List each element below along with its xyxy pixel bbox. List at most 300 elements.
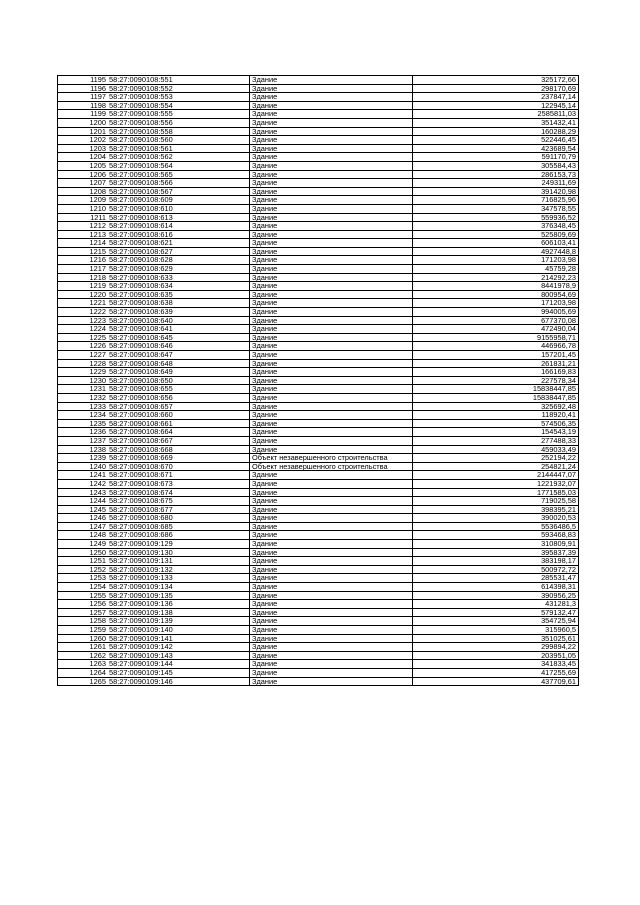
cadastral-value-cell: 525809,69 xyxy=(413,230,579,239)
cadastral-value-cell: 677370,08 xyxy=(413,316,579,325)
cadastral-value-cell: 261831,21 xyxy=(413,359,579,368)
object-type-cell: Здание xyxy=(250,548,413,557)
table-row xyxy=(58,565,579,574)
object-type-cell: Здание xyxy=(250,660,413,669)
cadastral-number-cell: 58:27:0090108:680 xyxy=(108,514,250,523)
cadastral-value-cell: 171203,98 xyxy=(413,256,579,265)
row-number-cell: 1245 xyxy=(58,505,109,514)
cadastral-number-cell: 58:27:0090108:670 xyxy=(108,462,250,471)
row-number-cell: 1257 xyxy=(58,608,109,617)
cadastral-number-cell: 58:27:0090108:552 xyxy=(108,84,250,93)
table-row xyxy=(58,514,579,523)
table-row xyxy=(58,110,579,119)
row-number-cell: 1232 xyxy=(58,393,109,402)
table-row xyxy=(58,299,579,308)
cadastral-number-cell: 58:27:0090108:648 xyxy=(108,359,250,368)
cadastral-table xyxy=(57,75,579,686)
row-number-cell: 1264 xyxy=(58,668,109,677)
object-type-cell: Здание xyxy=(250,677,413,686)
cadastral-number-cell: 58:27:0090108:686 xyxy=(108,531,250,540)
table-row xyxy=(58,643,579,652)
cadastral-number-cell: 58:27:0090108:635 xyxy=(108,290,250,299)
table-row xyxy=(58,583,579,592)
row-number-cell: 1238 xyxy=(58,445,109,454)
cadastral-number-cell: 58:27:0090108:555 xyxy=(108,110,250,119)
row-number-cell: 1231 xyxy=(58,385,109,394)
object-type-cell: Здание xyxy=(250,222,413,231)
object-type-cell: Здание xyxy=(250,368,413,377)
cadastral-value-cell: 160288,29 xyxy=(413,127,579,136)
cadastral-value-cell: 591170,79 xyxy=(413,153,579,162)
cadastral-number-cell: 58:27:0090108:647 xyxy=(108,351,250,360)
cadastral-value-cell: 351432,41 xyxy=(413,118,579,127)
row-number-cell: 1225 xyxy=(58,333,109,342)
table-row xyxy=(58,308,579,317)
row-number-cell: 1197 xyxy=(58,93,109,102)
row-number-cell: 1258 xyxy=(58,617,109,626)
object-type-cell: Здание xyxy=(250,385,413,394)
row-number-cell: 1216 xyxy=(58,256,109,265)
row-number-cell: 1205 xyxy=(58,161,109,170)
row-number-cell: 1249 xyxy=(58,540,109,549)
object-type-cell: Здание xyxy=(250,170,413,179)
cadastral-value-cell: 171203,98 xyxy=(413,299,579,308)
cadastral-value-cell: 285531,47 xyxy=(413,574,579,583)
table-row xyxy=(58,660,579,669)
cadastral-value-cell: 341833,45 xyxy=(413,660,579,669)
cadastral-value-cell: 417255,69 xyxy=(413,668,579,677)
object-type-cell: Здание xyxy=(250,393,413,402)
row-number-cell: 1237 xyxy=(58,436,109,445)
row-number-cell: 1212 xyxy=(58,222,109,231)
cadastral-value-cell: 423689,54 xyxy=(413,144,579,153)
table-row xyxy=(58,359,579,368)
table-row xyxy=(58,239,579,248)
object-type-cell: Здание xyxy=(250,84,413,93)
row-number-cell: 1259 xyxy=(58,626,109,635)
cadastral-value-cell: 716825,96 xyxy=(413,196,579,205)
table-row xyxy=(58,634,579,643)
table-row xyxy=(58,161,579,170)
table-row xyxy=(58,196,579,205)
table-row xyxy=(58,265,579,274)
cadastral-number-cell: 58:27:0090108:629 xyxy=(108,265,250,274)
cadastral-value-cell: 354725,94 xyxy=(413,617,579,626)
table-row xyxy=(58,385,579,394)
cadastral-value-cell: 15838447,85 xyxy=(413,393,579,402)
cadastral-value-cell: 472490,04 xyxy=(413,325,579,334)
object-type-cell: Здание xyxy=(250,179,413,188)
cadastral-value-cell: 214292,23 xyxy=(413,273,579,282)
row-number-cell: 1230 xyxy=(58,376,109,385)
object-type-cell: Здание xyxy=(250,351,413,360)
object-type-cell: Здание xyxy=(250,299,413,308)
cadastral-value-cell: 4927448,8 xyxy=(413,247,579,256)
cadastral-value-cell: 719025,58 xyxy=(413,497,579,506)
cadastral-value-cell: 579132,47 xyxy=(413,608,579,617)
cadastral-number-cell: 58:27:0090109:129 xyxy=(108,540,250,549)
cadastral-number-cell: 58:27:0090108:646 xyxy=(108,342,250,351)
table-row xyxy=(58,402,579,411)
table-row xyxy=(58,574,579,583)
cadastral-value-cell: 325692,48 xyxy=(413,402,579,411)
cadastral-value-cell: 157201,45 xyxy=(413,351,579,360)
row-number-cell: 1217 xyxy=(58,265,109,274)
table-row xyxy=(58,204,579,213)
table-row xyxy=(58,76,579,85)
cadastral-number-cell: 58:27:0090109:143 xyxy=(108,651,250,660)
cadastral-value-cell: 459033,49 xyxy=(413,445,579,454)
row-number-cell: 1203 xyxy=(58,144,109,153)
row-number-cell: 1239 xyxy=(58,454,109,463)
cadastral-number-cell: 58:27:0090108:669 xyxy=(108,454,250,463)
object-type-cell: Здание xyxy=(250,110,413,119)
cadastral-value-cell: 574506,35 xyxy=(413,419,579,428)
object-type-cell: Здание xyxy=(250,325,413,334)
cadastral-value-cell: 277488,33 xyxy=(413,436,579,445)
object-type-cell: Здание xyxy=(250,256,413,265)
object-type-cell: Здание xyxy=(250,239,413,248)
object-type-cell: Здание xyxy=(250,497,413,506)
cadastral-value-cell: 351025,61 xyxy=(413,634,579,643)
row-number-cell: 1196 xyxy=(58,84,109,93)
cadastral-number-cell: 58:27:0090109:132 xyxy=(108,565,250,574)
cadastral-value-cell: 383198,17 xyxy=(413,557,579,566)
table-row xyxy=(58,84,579,93)
table-row xyxy=(58,273,579,282)
object-type-cell: Здание xyxy=(250,136,413,145)
table-row xyxy=(58,591,579,600)
row-number-cell: 1227 xyxy=(58,351,109,360)
cadastral-number-cell: 58:27:0090108:560 xyxy=(108,136,250,145)
row-number-cell: 1221 xyxy=(58,299,109,308)
table-row xyxy=(58,247,579,256)
cadastral-value-cell: 325172,66 xyxy=(413,76,579,85)
object-type-cell: Здание xyxy=(250,101,413,110)
cadastral-value-cell: 500972,72 xyxy=(413,565,579,574)
cadastral-number-cell: 58:27:0090109:135 xyxy=(108,591,250,600)
cadastral-number-cell: 58:27:0090108:661 xyxy=(108,419,250,428)
cadastral-number-cell: 58:27:0090109:145 xyxy=(108,668,250,677)
cadastral-value-cell: 398395,21 xyxy=(413,505,579,514)
cadastral-number-cell: 58:27:0090108:668 xyxy=(108,445,250,454)
table-row xyxy=(58,93,579,102)
table-row xyxy=(58,316,579,325)
object-type-cell: Здание xyxy=(250,471,413,480)
cadastral-number-cell: 58:27:0090108:554 xyxy=(108,101,250,110)
row-number-cell: 1211 xyxy=(58,213,109,222)
cadastral-number-cell: 58:27:0090108:639 xyxy=(108,308,250,317)
row-number-cell: 1253 xyxy=(58,574,109,583)
cadastral-value-cell: 994005,69 xyxy=(413,308,579,317)
row-number-cell: 1215 xyxy=(58,247,109,256)
cadastral-value-cell: 2585811,03 xyxy=(413,110,579,119)
object-type-cell: Здание xyxy=(250,488,413,497)
object-type-cell: Здание xyxy=(250,308,413,317)
table-row xyxy=(58,333,579,342)
row-number-cell: 1234 xyxy=(58,411,109,420)
row-number-cell: 1243 xyxy=(58,488,109,497)
table-row xyxy=(58,256,579,265)
cadastral-value-cell: 9155958,71 xyxy=(413,333,579,342)
cadastral-value-cell: 286153,73 xyxy=(413,170,579,179)
row-number-cell: 1255 xyxy=(58,591,109,600)
cadastral-value-cell: 390020,53 xyxy=(413,514,579,523)
cadastral-value-cell: 203951,05 xyxy=(413,651,579,660)
table-row xyxy=(58,557,579,566)
table-row xyxy=(58,101,579,110)
object-type-cell: Здание xyxy=(250,282,413,291)
cadastral-value-cell: 299894,22 xyxy=(413,643,579,652)
table-row xyxy=(58,393,579,402)
document-page xyxy=(57,75,579,686)
object-type-cell: Здание xyxy=(250,161,413,170)
cadastral-number-cell: 58:27:0090108:558 xyxy=(108,127,250,136)
cadastral-number-cell: 58:27:0090109:138 xyxy=(108,608,250,617)
object-type-cell: Здание xyxy=(250,531,413,540)
object-type-cell: Здание xyxy=(250,402,413,411)
cadastral-number-cell: 58:27:0090109:141 xyxy=(108,634,250,643)
table-row xyxy=(58,436,579,445)
row-number-cell: 1240 xyxy=(58,462,109,471)
cadastral-number-cell: 58:27:0090108:674 xyxy=(108,488,250,497)
cadastral-value-cell: 252194,22 xyxy=(413,454,579,463)
table-row xyxy=(58,230,579,239)
table-row xyxy=(58,290,579,299)
cadastral-number-cell: 58:27:0090109:136 xyxy=(108,600,250,609)
row-number-cell: 1241 xyxy=(58,471,109,480)
cadastral-value-cell: 559936,52 xyxy=(413,213,579,222)
cadastral-number-cell: 58:27:0090108:675 xyxy=(108,497,250,506)
object-type-cell: Здание xyxy=(250,316,413,325)
cadastral-number-cell: 58:27:0090108:614 xyxy=(108,222,250,231)
table-row xyxy=(58,608,579,617)
row-number-cell: 1209 xyxy=(58,196,109,205)
cadastral-number-cell: 58:27:0090108:657 xyxy=(108,402,250,411)
row-number-cell: 1251 xyxy=(58,557,109,566)
row-number-cell: 1248 xyxy=(58,531,109,540)
row-number-cell: 1261 xyxy=(58,643,109,652)
table-row xyxy=(58,179,579,188)
row-number-cell: 1246 xyxy=(58,514,109,523)
cadastral-number-cell: 58:27:0090108:650 xyxy=(108,376,250,385)
cadastral-value-cell: 390956,25 xyxy=(413,591,579,600)
cadastral-value-cell: 315960,5 xyxy=(413,626,579,635)
cadastral-value-cell: 45759,28 xyxy=(413,265,579,274)
table-row xyxy=(58,222,579,231)
table-row xyxy=(58,479,579,488)
cadastral-value-cell: 391420,98 xyxy=(413,187,579,196)
row-number-cell: 1200 xyxy=(58,118,109,127)
row-number-cell: 1242 xyxy=(58,479,109,488)
cadastral-number-cell: 58:27:0090109:130 xyxy=(108,548,250,557)
table-row xyxy=(58,342,579,351)
object-type-cell: Здание xyxy=(250,247,413,256)
table-row xyxy=(58,213,579,222)
cadastral-number-cell: 58:27:0090108:664 xyxy=(108,428,250,437)
row-number-cell: 1208 xyxy=(58,187,109,196)
table-row xyxy=(58,428,579,437)
row-number-cell: 1252 xyxy=(58,565,109,574)
object-type-cell: Здание xyxy=(250,290,413,299)
cadastral-value-cell: 395837,39 xyxy=(413,548,579,557)
table-row xyxy=(58,118,579,127)
cadastral-number-cell: 58:27:0090108:556 xyxy=(108,118,250,127)
row-number-cell: 1206 xyxy=(58,170,109,179)
cadastral-number-cell: 58:27:0090108:613 xyxy=(108,213,250,222)
object-type-cell: Здание xyxy=(250,514,413,523)
row-number-cell: 1219 xyxy=(58,282,109,291)
object-type-cell: Здание xyxy=(250,574,413,583)
row-number-cell: 1201 xyxy=(58,127,109,136)
cadastral-number-cell: 58:27:0090108:640 xyxy=(108,316,250,325)
row-number-cell: 1265 xyxy=(58,677,109,686)
object-type-cell: Здание xyxy=(250,265,413,274)
cadastral-number-cell: 58:27:0090109:133 xyxy=(108,574,250,583)
row-number-cell: 1213 xyxy=(58,230,109,239)
cadastral-value-cell: 166169,83 xyxy=(413,368,579,377)
object-type-cell: Здание xyxy=(250,76,413,85)
object-type-cell: Здание xyxy=(250,428,413,437)
cadastral-number-cell: 58:27:0090108:566 xyxy=(108,179,250,188)
object-type-cell: Здание xyxy=(250,608,413,617)
object-type-cell: Здание xyxy=(250,127,413,136)
cadastral-number-cell: 58:27:0090109:142 xyxy=(108,643,250,652)
cadastral-value-cell: 8441978,9 xyxy=(413,282,579,291)
row-number-cell: 1195 xyxy=(58,76,109,85)
object-type-cell: Здание xyxy=(250,668,413,677)
cadastral-number-cell: 58:27:0090108:609 xyxy=(108,196,250,205)
table-row xyxy=(58,677,579,686)
row-number-cell: 1222 xyxy=(58,308,109,317)
cadastral-value-cell: 154543,19 xyxy=(413,428,579,437)
row-number-cell: 1256 xyxy=(58,600,109,609)
object-type-cell: Здание xyxy=(250,93,413,102)
row-number-cell: 1229 xyxy=(58,368,109,377)
table-row xyxy=(58,462,579,471)
cadastral-value-cell: 1221932,07 xyxy=(413,479,579,488)
table-row xyxy=(58,617,579,626)
cadastral-number-cell: 58:27:0090108:671 xyxy=(108,471,250,480)
cadastral-value-cell: 800954,69 xyxy=(413,290,579,299)
cadastral-number-cell: 58:27:0090108:677 xyxy=(108,505,250,514)
object-type-cell: Здание xyxy=(250,333,413,342)
table-row xyxy=(58,368,579,377)
cadastral-number-cell: 58:27:0090109:139 xyxy=(108,617,250,626)
cadastral-value-cell: 347578,55 xyxy=(413,204,579,213)
object-type-cell: Здание xyxy=(250,187,413,196)
cadastral-number-cell: 58:27:0090109:144 xyxy=(108,660,250,669)
table-row xyxy=(58,136,579,145)
cadastral-number-cell: 58:27:0090109:134 xyxy=(108,583,250,592)
cadastral-value-cell: 606103,41 xyxy=(413,239,579,248)
object-type-cell: Здание xyxy=(250,617,413,626)
table-row xyxy=(58,454,579,463)
object-type-cell: Здание xyxy=(250,342,413,351)
cadastral-value-cell: 298170,69 xyxy=(413,84,579,93)
cadastral-number-cell: 58:27:0090108:634 xyxy=(108,282,250,291)
table-row xyxy=(58,522,579,531)
table-row xyxy=(58,600,579,609)
cadastral-number-cell: 58:27:0090109:146 xyxy=(108,677,250,686)
cadastral-number-cell: 58:27:0090108:553 xyxy=(108,93,250,102)
object-type-cell: Здание xyxy=(250,213,413,222)
object-type-cell: Здание xyxy=(250,643,413,652)
cadastral-number-cell: 58:27:0090108:567 xyxy=(108,187,250,196)
cadastral-number-cell: 58:27:0090109:131 xyxy=(108,557,250,566)
table-row xyxy=(58,351,579,360)
object-type-cell: Здание xyxy=(250,118,413,127)
cadastral-number-cell: 58:27:0090108:562 xyxy=(108,153,250,162)
table-row xyxy=(58,540,579,549)
cadastral-value-cell: 122945,14 xyxy=(413,101,579,110)
object-type-cell: Здание xyxy=(250,445,413,454)
cadastral-value-cell: 118920,41 xyxy=(413,411,579,420)
table-row xyxy=(58,471,579,480)
row-number-cell: 1228 xyxy=(58,359,109,368)
table-row xyxy=(58,668,579,677)
object-type-cell: Здание xyxy=(250,583,413,592)
row-number-cell: 1236 xyxy=(58,428,109,437)
cadastral-value-cell: 2144447,07 xyxy=(413,471,579,480)
object-type-cell: Здание xyxy=(250,591,413,600)
table-row xyxy=(58,548,579,557)
cadastral-value-cell: 310809,91 xyxy=(413,540,579,549)
object-type-cell: Здание xyxy=(250,153,413,162)
row-number-cell: 1254 xyxy=(58,583,109,592)
cadastral-number-cell: 58:27:0090108:660 xyxy=(108,411,250,420)
cadastral-number-cell: 58:27:0090108:638 xyxy=(108,299,250,308)
row-number-cell: 1233 xyxy=(58,402,109,411)
object-type-cell: Здание xyxy=(250,479,413,488)
row-number-cell: 1198 xyxy=(58,101,109,110)
table-row xyxy=(58,282,579,291)
object-type-cell: Здание xyxy=(250,522,413,531)
table-row xyxy=(58,144,579,153)
row-number-cell: 1220 xyxy=(58,290,109,299)
cadastral-number-cell: 58:27:0090109:140 xyxy=(108,626,250,635)
cadastral-number-cell: 58:27:0090108:685 xyxy=(108,522,250,531)
object-type-cell: Здание xyxy=(250,144,413,153)
cadastral-value-cell: 5536486,5 xyxy=(413,522,579,531)
cadastral-value-cell: 431281,3 xyxy=(413,600,579,609)
row-number-cell: 1204 xyxy=(58,153,109,162)
object-type-cell: Здание xyxy=(250,600,413,609)
cadastral-value-cell: 1771585,03 xyxy=(413,488,579,497)
object-type-cell: Здание xyxy=(250,376,413,385)
object-type-cell: Объект незавершенного строительства xyxy=(250,462,413,471)
cadastral-number-cell: 58:27:0090108:621 xyxy=(108,239,250,248)
object-type-cell: Здание xyxy=(250,204,413,213)
table-row xyxy=(58,445,579,454)
row-number-cell: 1262 xyxy=(58,651,109,660)
cadastral-value-cell: 522446,45 xyxy=(413,136,579,145)
row-number-cell: 1250 xyxy=(58,548,109,557)
row-number-cell: 1218 xyxy=(58,273,109,282)
row-number-cell: 1210 xyxy=(58,204,109,213)
cadastral-number-cell: 58:27:0090108:565 xyxy=(108,170,250,179)
table-row xyxy=(58,127,579,136)
cadastral-number-cell: 58:27:0090108:655 xyxy=(108,385,250,394)
object-type-cell: Здание xyxy=(250,359,413,368)
object-type-cell: Здание xyxy=(250,273,413,282)
table-row xyxy=(58,497,579,506)
table-row xyxy=(58,531,579,540)
row-number-cell: 1235 xyxy=(58,419,109,428)
object-type-cell: Объект незавершенного строительства xyxy=(250,454,413,463)
row-number-cell: 1199 xyxy=(58,110,109,119)
cadastral-number-cell: 58:27:0090108:628 xyxy=(108,256,250,265)
